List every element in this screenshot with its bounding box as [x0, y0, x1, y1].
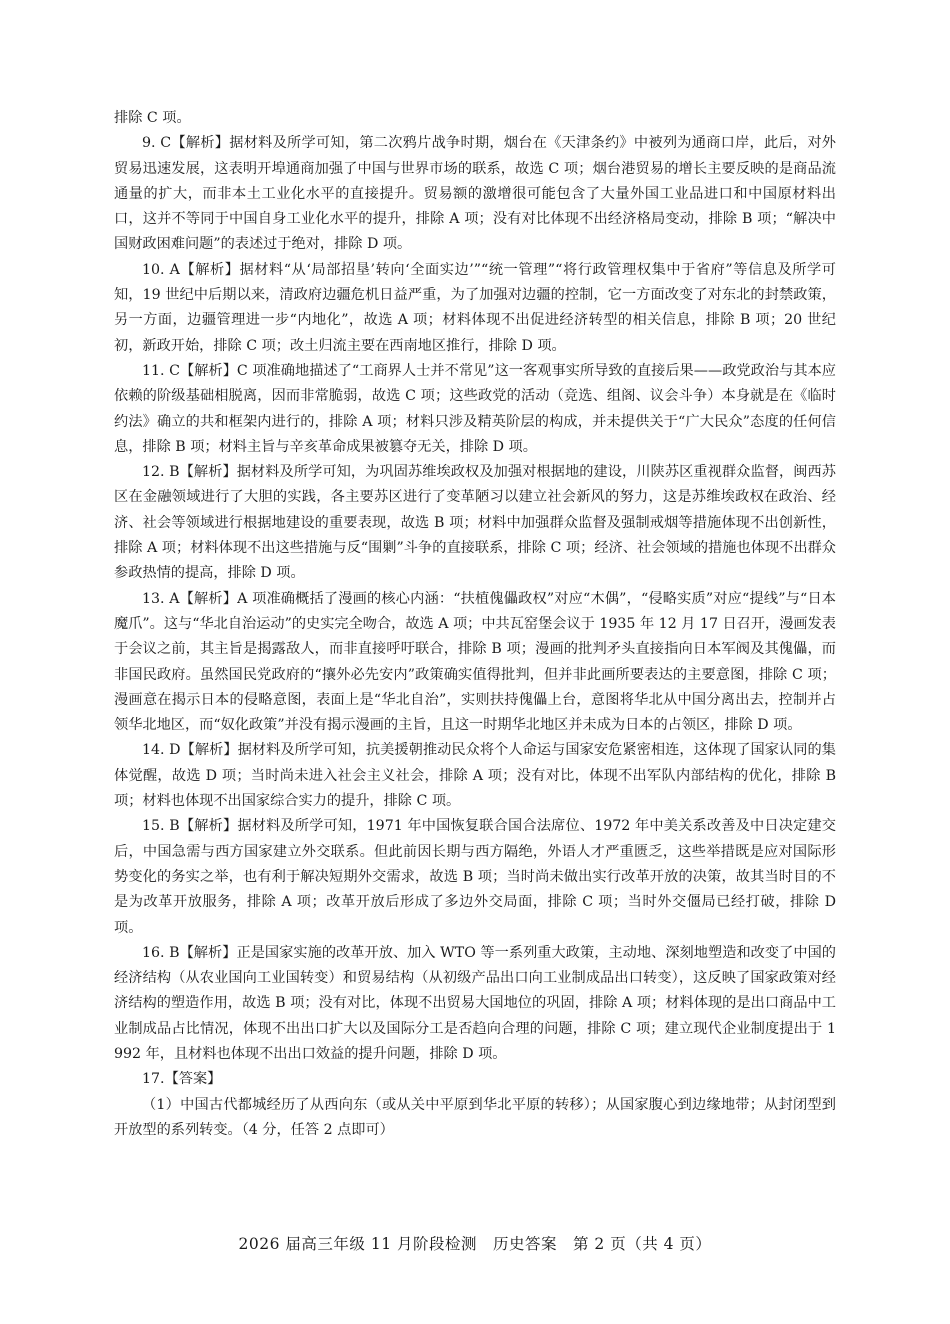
answer-16: 16. B【解析】正是国家实施的改革开放、加入 WTO 等一系列重大政策，主动地、深刻地塑造和改变了中国的经济结构（从农业国向工业国转变）和贸易结构（从初级产品出口向工业制成品出口转变），这反映了国家政策对经济结构的塑造作用，故选 B 项；没有对比，体现不出贸易大国地位的巩固，排除 A 项；材料体现的是出口商品中工业制成品占比情况，体现不出出口扩大以及国际分工是否趋向合理的问题，排除 C 项；建立现代企业制度提出于 1992 年，且材料也体现不出出口效益的提升问题，排除 D 项。	[114, 944, 836, 1062]
answer-14: 14. D【解析】据材料及所学可知，抗美援朝推动民众将个人命运与国家安危紧密相连，这体现了国家认同的集体觉醒，故选 D 项；当时尚未进入社会主义社会，排除 A 项；没有对比，体现不出军队内部结构的优化，排除 B 项；材料也体现不出国家综合实力的提升，排除 C 项。	[114, 742, 836, 810]
answer-17-part-1: （1）中国古代都城经历了从西向东（或从关中平原到华北平原的转移）；从国家腹心到边缘地带；从封闭型到开放型的系列转变。（4 分，任答 2 点即可）	[114, 1096, 836, 1138]
answer-17-heading: 17.【答案】	[142, 1071, 222, 1088]
answer-content	[114, 106, 836, 1143]
answer-13: 13. A【解析】A 项准确概括了漫画的核心内涵：“扶植傀儡政权”对应“木偶”，“侵略实质”对应“提线”与“日本魔爪”。这与“华北自治运动”的史实完全吻合，故选 A 项；中共瓦窑堡会议于 1935 年 12 月 17 日召开，漫画发表于会议之前，其主旨是揭露敌人，而非直接呼吁联合，排除 B 项；漫画的批判矛头直接指向日本军阀及其傀儡，而非国民政府。虽然国民党政府的“攘外必先安内”政策确实值得批判，但并非此画所要表达的主要意图，排除 C 项；漫画意在揭示日本的侵略意图，表面上是“华北自治”，实则扶持傀儡上台，意图将华北从中国分离出去，控制并占领华北地区，而“奴化政策”并没有揭示漫画的主旨，且这一时期华北地区并未成为日本的占领区，排除 D 项。	[114, 590, 836, 734]
answer-10: 10. A【解析】据材料“从‘局部招垦’转向‘全面实边’”“统一管理”“将行政管理权集中于省府”等信息及所学可知，19 世纪中后期以来，清政府边疆危机日益严重，为了加强对边疆的控制，它一方面改变了对东北的封禁政策，另一方面，边疆管理进一步“内地化”，故选 A 项；材料体现不出促进经济转型的相关信息，排除 B 项；20 世纪初，新政开始，排除 C 项；改土归流主要在西南地区推行，排除 D 项。	[114, 261, 836, 354]
page-footer: 2026 届高三年级 11 月阶段检测 历史答案 第 2 页（共 4 页）	[238, 1235, 712, 1253]
answer-15: 15. B【解析】据材料及所学可知，1971 年中国恢复联合国合法席位、1972 年中美关系改善及中日决定建交后，中国急需与西方国家建立外交联系。但此前因长期与西方隔绝，外语人才严重匮乏，这些举措既是应对国际形势变化的务实之举，也有利于解决短期外交需求，故选 B 项；当时尚未做出实行改革开放的决策，故其当时目的不是为改革开放服务，排除 A 项；改革开放后形成了多边外交局面，排除 C 项；当时外交僵局已经打破，排除 D 项。	[114, 818, 836, 936]
paragraph-continuation: 排除 C 项。	[114, 110, 191, 126]
answer-11: 11. C【解析】C 项准确地描述了“工商界人士并不常见”这一客观事实所导致的直接后果——政党政治与其本应依赖的阶级基础相脱离，因而非常脆弱，故选 C 项；这些政党的活动（竞选、组阁、议会斗争）本身就是在《临时约法》确立的共和框架内进行的，排除 A 项；材料只涉及精英阶层的构成，并未提供关于“广大民众”态度的任何信息，排除 B 项；材料主旨与辛亥革命成果被篡夺无关，排除 D 项。	[114, 362, 836, 455]
answer-12: 12. B【解析】据材料及所学可知，为巩固苏维埃政权及加强对根据地的建设，川陕苏区重视群众监督，闽西苏区在金融领域进行了大胆的实践，各主要苏区进行了变革陋习以建立社会新风的努力，这是苏维埃政权在政治、经济、社会等领域进行根据地建设的重要表现，故选 B 项；材料中加强群众监督及强制戒烟等措施体现不出创新性，排除 A 项；材料体现不出这些措施与反“围剿”斗争的直接联系，排除 C 项；经济、社会领域的措施也体现不出群众参政热情的提高，排除 D 项。	[114, 464, 836, 582]
answer-9: 9. C【解析】据材料及所学可知，第二次鸦片战争时期，烟台在《天津条约》中被列为通商口岸，此后，对外贸易迅速发展，这表明开埠通商加强了中国与世界市场的联系，故选 C 项；烟台港贸易的增长主要反映的是商品流通量的扩大，而非本土工业化水平的直接提升。贸易额的激增很可能包含了大量外国工业品进口和中国原材料出口，这并不等同于中国自身工业化水平的提升，排除 A 项；没有对比体现不出经济格局变动，排除 B 项；“解决中国财政困难问题”的表述过于绝对，排除 D 项。	[114, 135, 836, 253]
